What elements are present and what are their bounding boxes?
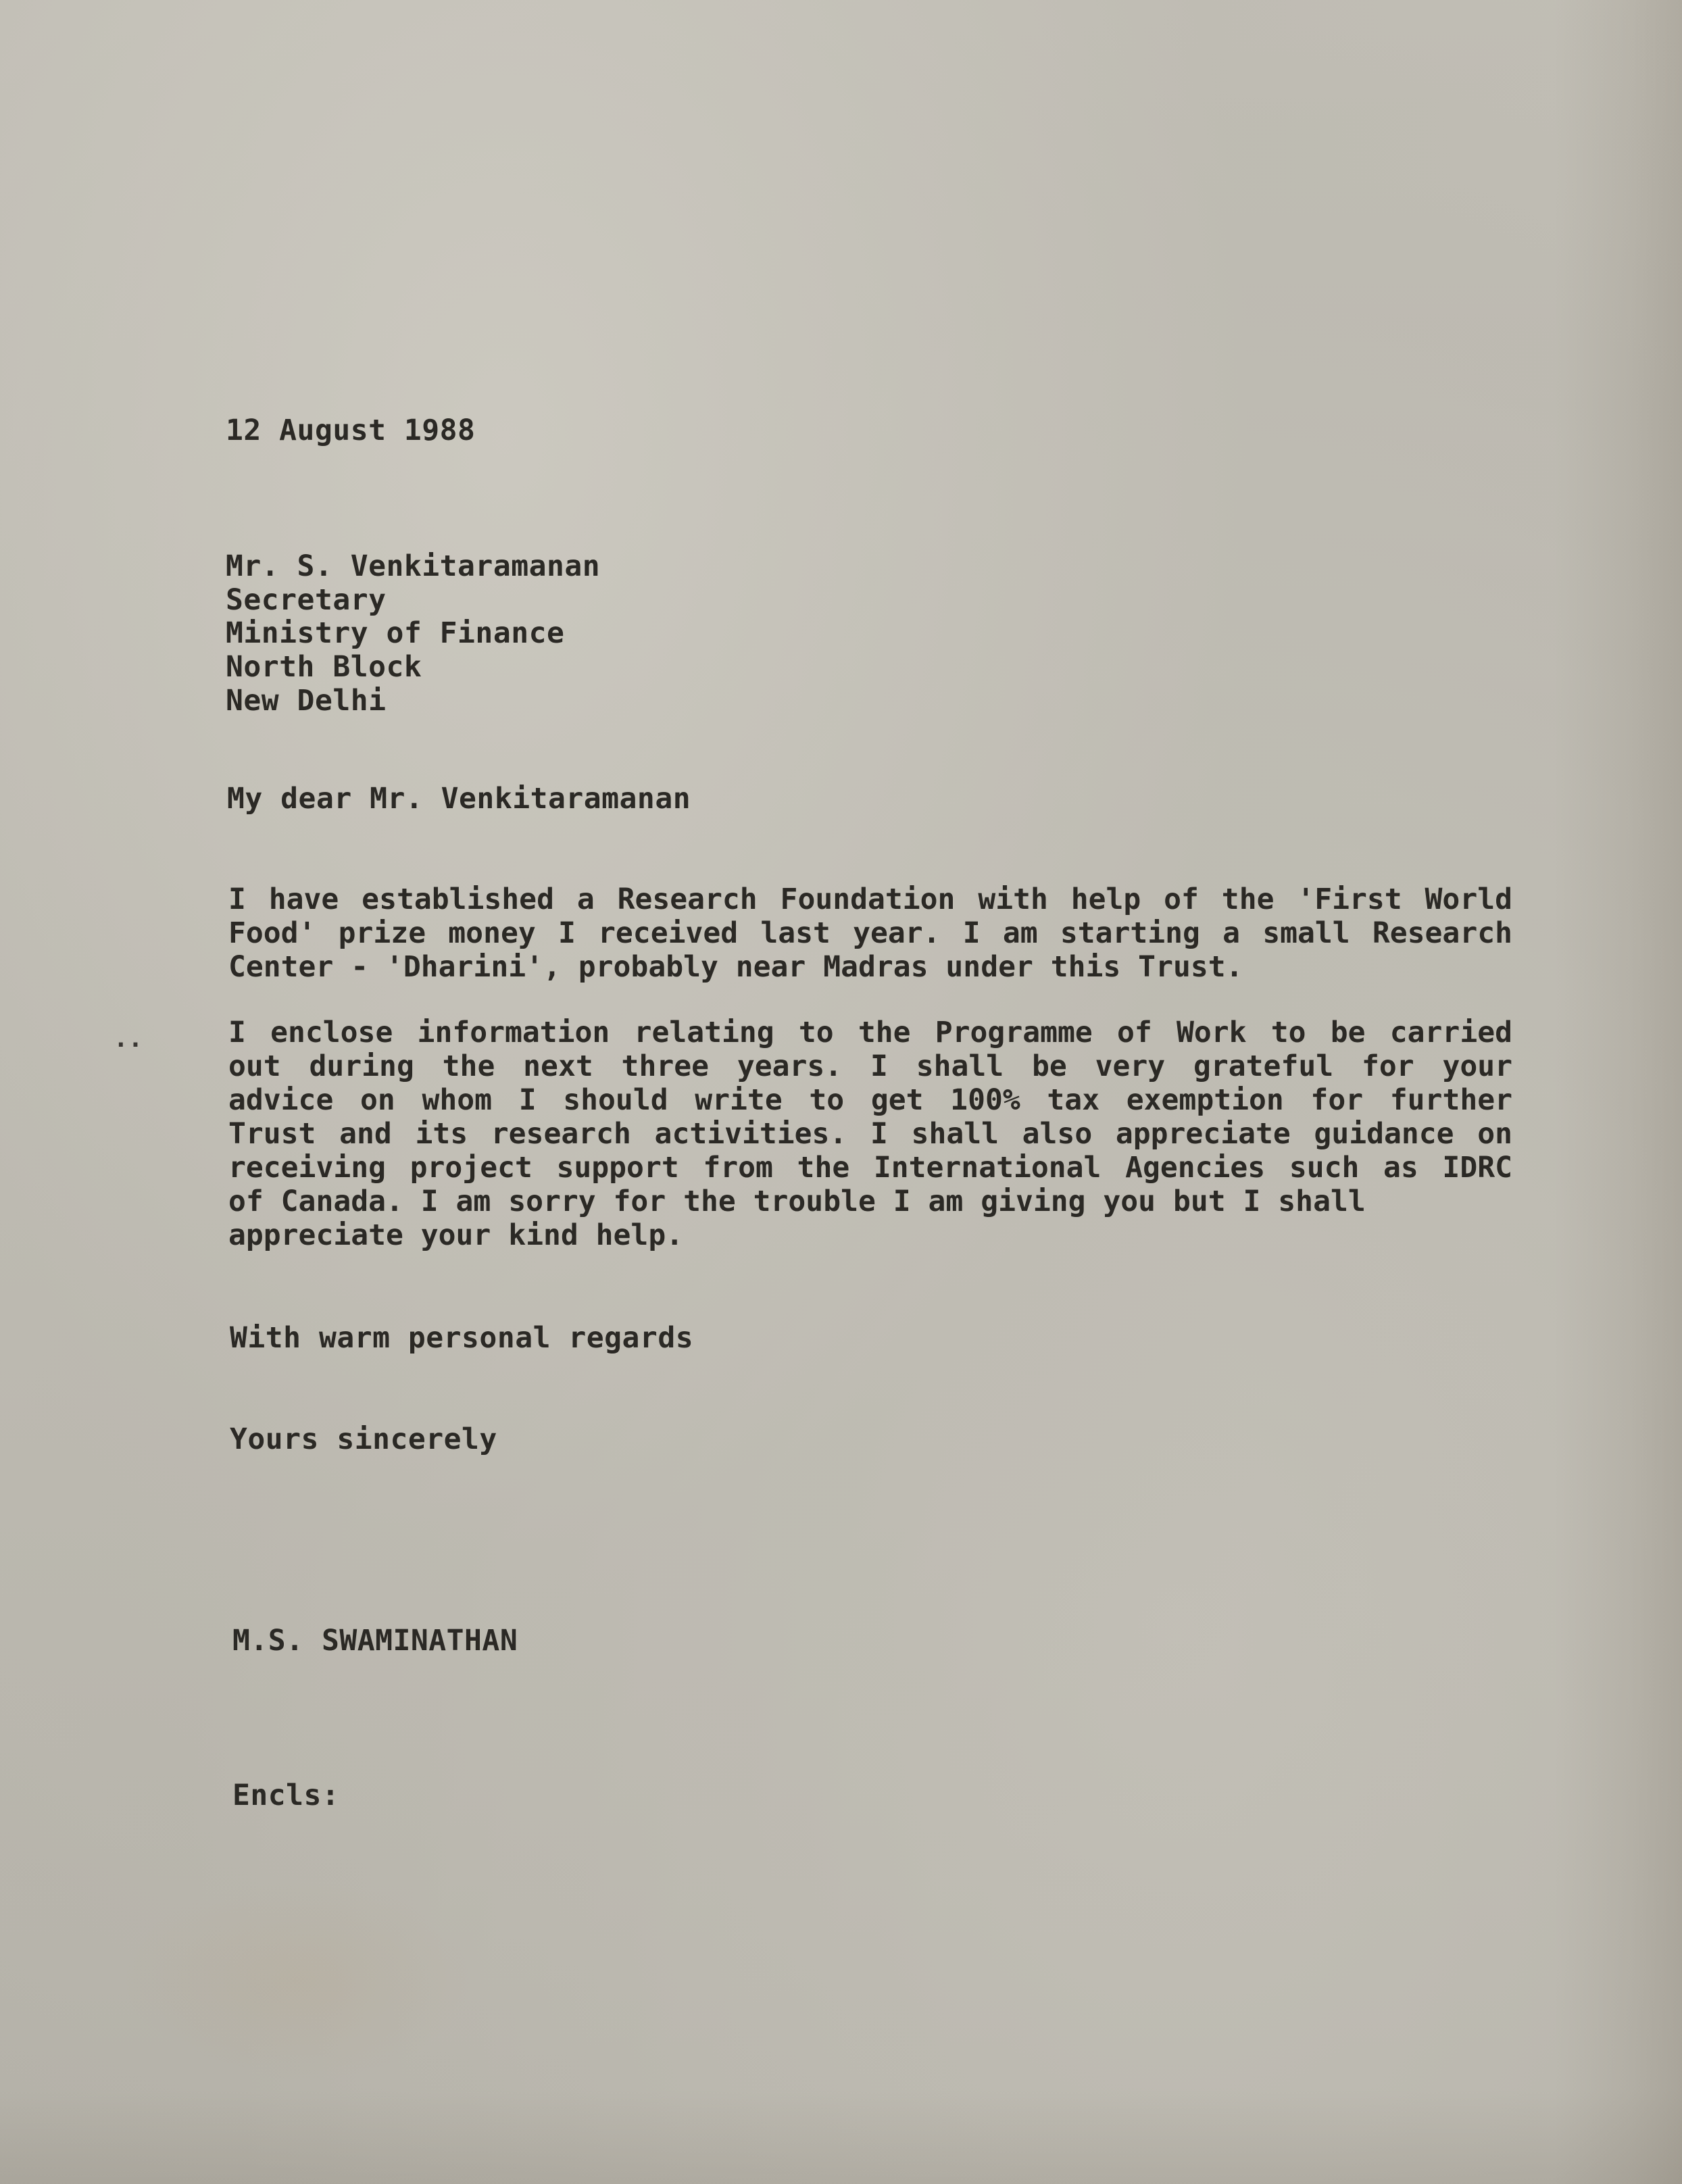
signatory-name: M.S. SWAMINATHAN (232, 1624, 518, 1658)
paragraph-line: advice on whom I should write to get 100% tax exemption for further (228, 1083, 1512, 1117)
closing: Yours sincerely (230, 1422, 497, 1456)
recipient-name: Mr. S. Venkitaramanan (226, 549, 601, 583)
paragraph-line: Trust and its research activities. I shall also appreciate guidance on (228, 1117, 1512, 1151)
paragraph-line: I have established a Research Foundation with help of the 'First World (228, 883, 1512, 916)
recipient-organization: Ministry of Finance (226, 616, 565, 650)
paragraph-line: receiving project support from the International Agencies such as IDRC (228, 1151, 1512, 1185)
paper-edge-shadow (1554, 0, 1682, 2184)
paragraph-line: of Canada. I am sorry for the trouble I am giving you but I shall (228, 1185, 1366, 1218)
paragraph-line: I enclose information relating to the Programme of Work to be carried (228, 1016, 1512, 1049)
enclosures-label: Encls: (232, 1779, 340, 1812)
paragraph-line: appreciate your kind help. (228, 1218, 684, 1252)
paragraph-foundation (228, 883, 1512, 984)
paragraph-line: Food' prize money I received last year. I am starting a small Research (228, 916, 1512, 950)
paper-bottom-shadow (0, 2089, 1682, 2184)
salutation: My dear Mr. Venkitaramanan (227, 782, 691, 816)
closing-regards: With warm personal regards (230, 1321, 694, 1355)
margin-marks: .. (114, 1025, 143, 1053)
paragraph-line: Center - 'Dharini', probably near Madras under this Trust. (228, 950, 1243, 984)
letter-date: 12 August 1988 (226, 414, 476, 447)
paper-stain (122, 1879, 473, 2081)
recipient-title: Secretary (226, 583, 387, 617)
recipient-city: New Delhi (226, 684, 387, 718)
recipient-building: North Block (226, 650, 422, 684)
paragraph-line: out during the next three years. I shall be very grateful for your (228, 1049, 1512, 1083)
paragraph-request (228, 1016, 1512, 1252)
